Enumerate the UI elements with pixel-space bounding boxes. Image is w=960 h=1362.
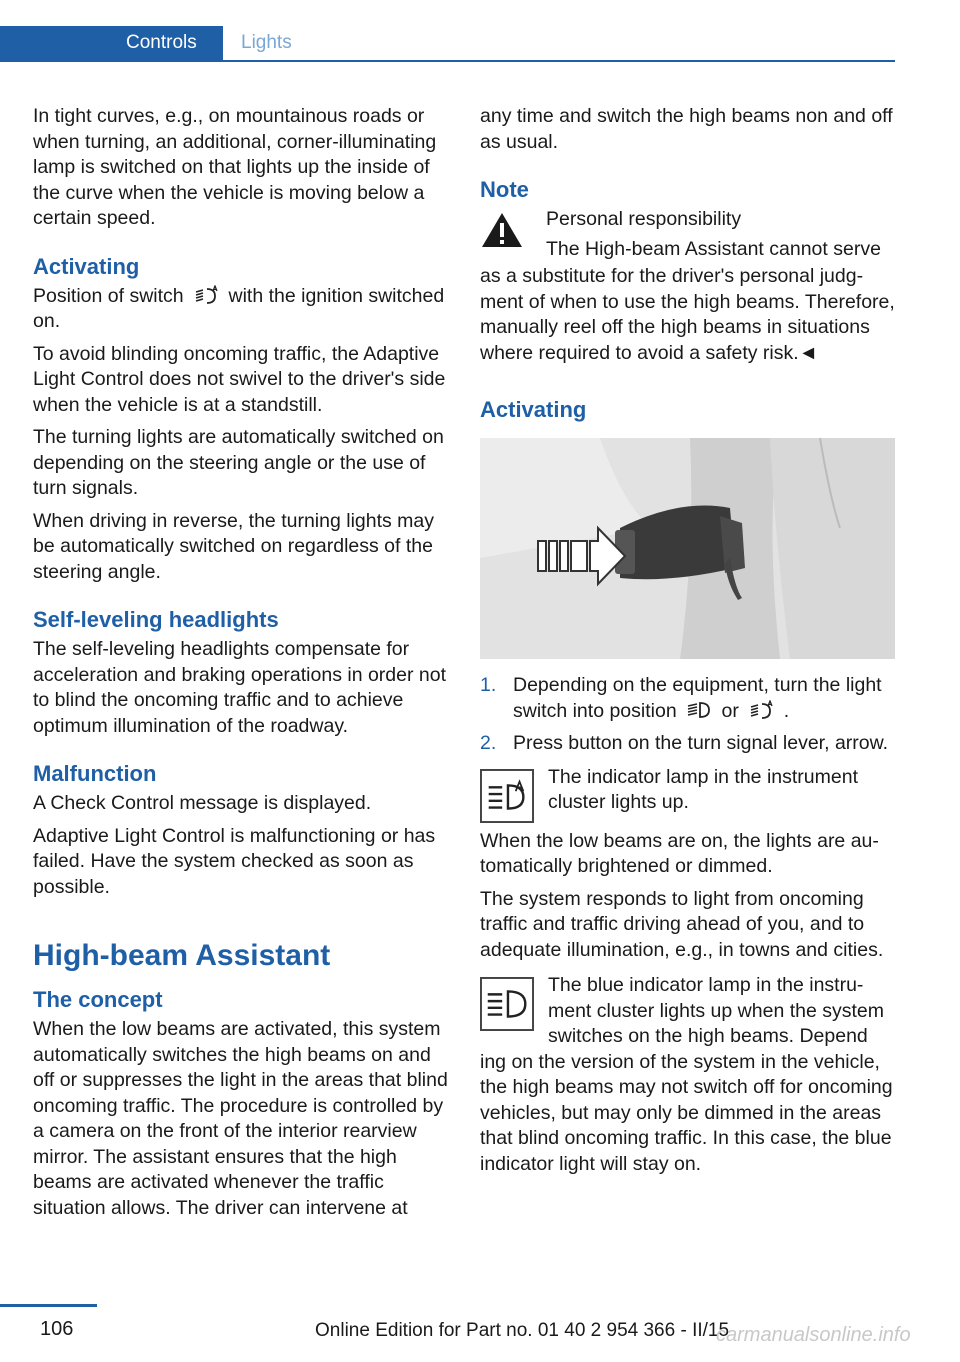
indicator-1-text: The indicator lamp in the instrument cluster lights up. xyxy=(548,765,858,813)
malfunction-paragraph-1: A Check Control message is displayed. xyxy=(33,792,372,814)
activating-paragraph-3: The turning lights are automatically switched on depending on the steering angle or the use of turn signals. xyxy=(33,426,444,499)
indicator-2-lead: The blue indicator lamp in the instrument cluster lights up when the system switches on the high beams. Depend xyxy=(548,974,884,1047)
step-number-1: 1. xyxy=(480,674,497,696)
footer-rule xyxy=(0,1304,97,1307)
concept-paragraph: When the low beams are activated, this system automatically switches the high beams on and off or suppresses the light in the areas that blind oncoming traffic. The procedure is controlled by a camera on the front of the interior rearview mirror. The assistant ensures that the high beams are activated whenever the traffic situation allows. The driver can intervene at xyxy=(33,1018,448,1219)
note-rest: as a substitute for the driver's personal judgment of when to use the high beams. Therefore, manually reel off the high beams in situations where required to avoid a safety risk.◄ xyxy=(480,265,895,364)
low-beams-paragraph: When the low beams are on, the lights are automatically brightened or dimmed. xyxy=(480,829,879,877)
step-item-2 xyxy=(480,731,896,757)
left-column xyxy=(33,104,451,1228)
indicator-block-2 xyxy=(480,973,896,1050)
self-leveling-paragraph: The self-leveling headlights compensate for acceleration and braking operations in order not to blind the oncoming traffic and to achieve optimum illumination of the roadway. xyxy=(33,638,447,737)
intro-paragraph: In tight curves, e.g., on mountainous roads or when turning, an additional, corner-illuminating lamp is switched on that lights up the inside of the curve when the vehicle is moving below a certain speed. xyxy=(33,105,437,229)
lever-illustration-svg xyxy=(480,438,895,659)
step-item-1 xyxy=(480,673,896,724)
section-tab-controls[interactable] xyxy=(0,26,223,62)
auto-light-icon xyxy=(193,285,219,305)
self-leveling-heading: Self-leveling headlights xyxy=(33,607,279,632)
system-response-paragraph: The system responds to light from oncoming traffic and traffic driving ahead of you, and to adequate illumination, e.g., in towns and cities. xyxy=(480,887,884,961)
auto-light-icon xyxy=(748,700,774,720)
activating-pre-text: Position of switch xyxy=(33,284,184,307)
header-rule xyxy=(223,60,895,62)
indicator-2-rest: ing on the version of the system in the vehicle, the high beams may not switch off for oncoming vehicles, but may only be dimmed in the areas that blind oncoming traffic. In this case, the blue indicator light will stay on. xyxy=(480,1050,893,1175)
activating-paragraph-2: To avoid blinding oncoming traffic, the Adaptive Light Control does not swivel to the driver's side when the vehicle is at a standstill. xyxy=(33,342,446,416)
page-number: 106 xyxy=(40,1318,74,1340)
right-column xyxy=(480,104,896,1184)
section-tab-lights[interactable]: Lights xyxy=(241,32,292,53)
note-title: Personal responsibility xyxy=(546,208,742,230)
note-line-1: The High-beam Assistant cannot serve xyxy=(546,237,881,260)
low-beam-icon xyxy=(686,700,712,720)
continuation-paragraph: any time and switch the high beams non and off as usual. xyxy=(480,105,893,153)
high-beam-assistant-heading: High-beam Assistant xyxy=(33,939,331,972)
high-beam-assistant-indicator-icon xyxy=(480,769,534,823)
note-block xyxy=(480,207,896,262)
step-1-pre: Depending on the equipment, turn the light switch into position xyxy=(513,674,882,722)
edition-text: Online Edition for Part no. 01 40 2 954 366 - II/15 xyxy=(315,1320,730,1341)
activating-paragraph xyxy=(33,284,451,335)
high-beam-indicator-icon xyxy=(480,977,534,1031)
activating-post-text: with the ignition switched on. xyxy=(33,284,445,332)
activating-heading-right: Activating xyxy=(480,397,587,422)
turn-signal-lever-illustration xyxy=(480,438,895,659)
activating-heading: Activating xyxy=(33,253,140,279)
page-header xyxy=(0,0,895,62)
concept-heading: The concept xyxy=(33,987,163,1012)
indicator-block-1 xyxy=(480,765,896,823)
section-tab-controls-label: Controls xyxy=(126,32,197,53)
step-number-2: 2. xyxy=(480,732,497,754)
steps-list xyxy=(480,673,896,757)
step-1-mid: or xyxy=(721,699,739,722)
malfunction-heading: Malfunction xyxy=(33,761,157,786)
step-1-post: . xyxy=(783,699,790,722)
watermark: carmanualsonline.info xyxy=(716,1324,911,1346)
malfunction-paragraph-2: Adaptive Light Control is malfunctioning or has failed. Have the system checked as soon as possible. xyxy=(33,824,436,898)
step-2-text: Press button on the turn signal lever, arrow. xyxy=(513,732,889,754)
warning-triangle-icon xyxy=(480,211,524,249)
note-heading: Note xyxy=(480,177,529,202)
activating-paragraph-4: When driving in reverse, the turning lights may be automatically switched on regardless of the steering angle. xyxy=(33,509,435,583)
